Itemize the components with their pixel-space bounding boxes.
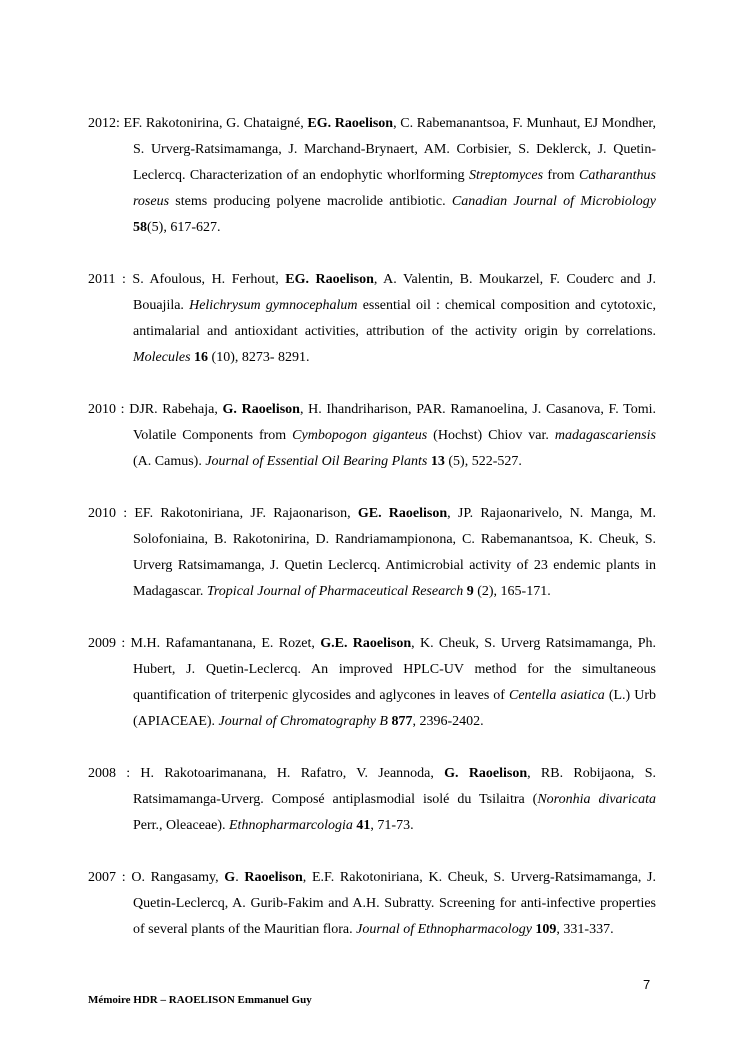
italic-text: Journal of Chromatography B xyxy=(218,714,388,729)
reference-entry xyxy=(88,501,656,605)
reference-entry xyxy=(88,865,656,943)
italic-text: Noronhia divaricata xyxy=(537,792,657,807)
text-run: , 331-337. xyxy=(556,922,614,937)
bold-text: 16 xyxy=(194,350,209,365)
bold-text: 13 xyxy=(430,454,445,469)
italic-text: Journal of Essential Oil Bearing Plants xyxy=(205,454,428,469)
text-run: 2011 : S. Afoulous, H. Ferhout, xyxy=(88,272,286,287)
italic-text: Centella asiatica xyxy=(509,688,605,703)
italic-text: Ethnopharmarcologia xyxy=(229,818,353,833)
bold-text: 109 xyxy=(535,922,557,937)
text-run: . xyxy=(235,870,245,885)
text-run: , K. Cheuk, S. Urverg Ratsimamanga, Ph. Hubert, J. Quetin-Leclercq. An improved HPLC-UV method for the simultaneous quantification of triterpenic glycosides and aglycones in leaves of xyxy=(133,636,656,703)
text-run: , JP. Rajaonarivelo, N. Manga, M. Solofoniaina, B. Rakotonirina, D. Randriamampionona, C. Rabemanantsoa, K. Cheuk, S. Urverg Ratsimamanga, J. Quetin Leclercq. Antimicrobial activity of 23 endemic plants in Madagascar. xyxy=(133,506,656,599)
text-run: (2), 165-171. xyxy=(473,584,551,599)
reference-list xyxy=(88,111,656,969)
text-run: (10), 8273- 8291. xyxy=(208,350,310,365)
text-run: (A. Camus). xyxy=(133,454,206,469)
text-run: 2010 : DJR. Rabehaja, xyxy=(88,402,223,417)
reference-entry xyxy=(88,397,656,475)
bold-text: G. Raoelison xyxy=(444,766,528,781)
bold-text: EG. Raoelison xyxy=(285,272,374,287)
reference-entry xyxy=(88,631,656,735)
text-run: , RB. Robijaona, S. Ratsimamanga-Urverg. Composé antiplasmodial isolé du Tsilaitra ( xyxy=(133,766,656,807)
bold-text: GE. Raoelison xyxy=(357,506,448,521)
italic-text: Molecules xyxy=(133,350,191,365)
italic-text: Tropical Journal of Pharmaceutical Research xyxy=(206,584,464,599)
text-run: (5), 522-527. xyxy=(444,454,522,469)
bold-text: 9 xyxy=(466,584,474,599)
text-run: 2008 : H. Rakotoarimanana, H. Rafatro, V. Jeannoda, xyxy=(88,766,445,781)
text-run: (5), 617-627. xyxy=(147,220,221,235)
bold-text: 41 xyxy=(356,818,371,833)
italic-text: Streptomyces xyxy=(468,168,544,183)
italic-text: Helichrysum gymnocephalum xyxy=(189,298,358,313)
reference-entry xyxy=(88,111,656,241)
bold-text: EG. Raoelison xyxy=(307,116,394,131)
text-run: 2009 : M.H. Rafamantanana, E. Rozet, xyxy=(88,636,321,651)
text-run: 2012: EF. Rakotonirina, G. Chataigné, xyxy=(88,116,308,131)
reference-entry xyxy=(88,267,656,371)
text-run: stems producing polyene macrolide antibiotic. xyxy=(169,194,452,209)
text-run: , A. Valentin, B. Moukarzel, F. Couderc and J. Bouajila. xyxy=(133,272,656,313)
text-run: 2007 : O. Rangasamy, xyxy=(88,870,225,885)
bold-text: Raoelison xyxy=(244,870,303,885)
text-run: , E.F. Rakotoniriana, K. Cheuk, S. Urverg-Ratsimamanga, J. Quetin-Leclercq, A. Gurib-Fakim and A.H. Subratty. Screening for anti-infective properties of several plants of the Mauritian flora. xyxy=(133,870,656,937)
bold-text: G xyxy=(224,870,236,885)
bold-text: 877 xyxy=(391,714,413,729)
reference-entry xyxy=(88,761,656,839)
bold-text: G.E. Raoelison xyxy=(320,636,412,651)
italic-text: Canadian Journal of Microbiology xyxy=(451,194,657,209)
page-number: 7 xyxy=(643,977,651,992)
italic-text: Catharanthus roseus xyxy=(133,168,656,209)
text-run: , 71-73. xyxy=(370,818,414,833)
text-run: , C. Rabemanantsoa, F. Munhaut, EJ Mondher, S. Urverg-Ratsimamanga, J. Marchand-Brynaert, AM. Corbisier, S. Deklerck, J. Quetin-Leclercq. Characterization of an endophytic whorlforming xyxy=(133,116,657,183)
bold-text: G. Raoelison xyxy=(222,402,300,417)
bold-text: 58 xyxy=(133,220,147,235)
text-run: , H. Ihandriharison, PAR. Ramanoelina, J. Casanova, F. Tomi. Volatile Components from xyxy=(133,402,656,443)
footer-text: Mémoire HDR – RAOELISON Emmanuel Guy xyxy=(88,994,312,1006)
text-run: , 2396-2402. xyxy=(412,714,484,729)
text-run: Perr., Oleaceae). xyxy=(133,818,229,833)
text-run: (L.) Urb (APIACEAE). xyxy=(133,688,656,729)
text-run: (Hochst) Chiov var. xyxy=(427,428,555,443)
text-run: from xyxy=(543,168,579,183)
italic-text: Journal of Ethnopharmacology xyxy=(356,922,532,937)
italic-text: Cymbopogon giganteus xyxy=(292,428,428,443)
text-run: essential oil : chemical composition and cytotoxic, antimalarial and antioxidant activities, attribution of the activity origin by correlations. xyxy=(133,298,657,339)
text-run: 2010 : EF. Rakotoniriana, JF. Rajaonarison, xyxy=(88,506,358,521)
italic-text: madagascariensis xyxy=(554,428,656,443)
